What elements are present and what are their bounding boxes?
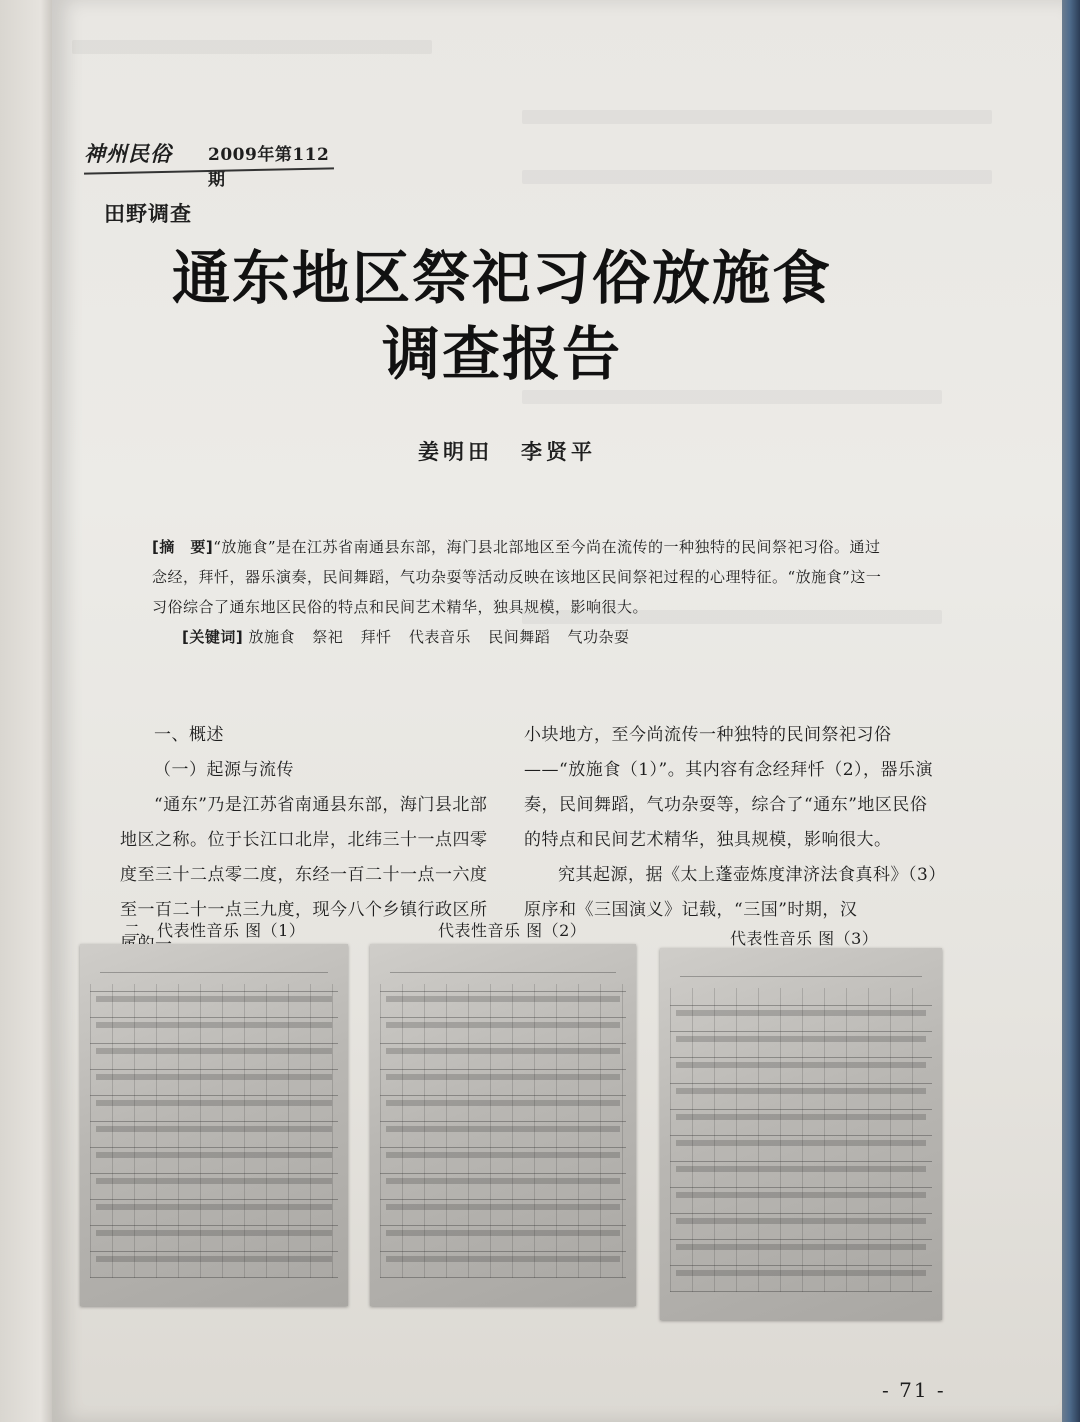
journal-header bbox=[84, 132, 332, 190]
abstract-block bbox=[152, 532, 892, 652]
score-title-area bbox=[100, 956, 328, 973]
body-paragraph: 究其起源，据《太上蓬壶炼度津济法食真科》（3）原序和《三国演义》记载，“三国”时期，汉 bbox=[524, 865, 938, 920]
author-name: 姜明田 bbox=[418, 439, 493, 464]
abstract-text: “放施食”是在江苏省南通县东部，海门县北部地区至今尚在流传的一种独特的民间祭祀习俗。通过念经，拜忏，器乐演奏，民间舞蹈，气功杂耍等活动反映在该地区民间祭祀过程的心理特征。“放施食”这一习俗综合了通东地区民俗的特点和民间艺术精华，独具规模，影响很大。 bbox=[152, 538, 882, 616]
figure-caption-3: 代表性音乐 图（3） bbox=[730, 929, 879, 948]
subsection-heading: （一）起源与流传 bbox=[154, 760, 294, 780]
score-notation bbox=[96, 992, 332, 1270]
body-paragraph: 小块地方，至今尚流传一种独特的民间祭祀习俗——“放施食（1）”。其内容有念经拜忏（2），器乐演奏，民间舞蹈，气功杂耍等，综合了“通东”地区民俗的特点和民间艺术精华，独具规模，影响很大。 bbox=[524, 725, 934, 850]
music-score-image-1 bbox=[80, 944, 348, 1306]
score-notation bbox=[386, 992, 620, 1270]
figure-caption-1: 二、代表性音乐 图（1） bbox=[124, 921, 306, 940]
title-line-2: 调查报告 bbox=[381, 320, 622, 388]
score-notation bbox=[676, 996, 926, 1284]
author-name: 李贤平 bbox=[521, 439, 596, 464]
body-paragraph: “通东”乃是江苏省南通县东部，海门县北部地区之称。位于长江口北岸，北纬三十一点四零度至三十二点零二度，东经一百二十一点一六度至一百二十一点三九度，现今八个乡镇行政区所 bbox=[120, 795, 488, 920]
keyword: 祭祀 bbox=[312, 628, 344, 646]
magazine-name: 神州民俗 bbox=[84, 141, 172, 166]
music-score-image-2 bbox=[370, 944, 636, 1306]
magazine-page bbox=[52, 0, 1062, 1422]
bleed-through bbox=[522, 390, 942, 404]
keyword: 民间舞蹈 bbox=[488, 628, 551, 646]
score-title-area bbox=[680, 960, 922, 977]
keyword: 气功杂耍 bbox=[567, 628, 630, 646]
authors bbox=[418, 436, 596, 466]
abstract-label: [摘 要] bbox=[152, 538, 214, 556]
keywords-label: [关键词] bbox=[182, 628, 244, 646]
section-heading: 一、概述 bbox=[154, 725, 224, 745]
title-line-1: 通东地区祭祀习俗放施食 bbox=[171, 244, 832, 312]
keyword: 放施食 bbox=[248, 628, 296, 646]
bleed-through bbox=[522, 170, 992, 184]
body-column-right bbox=[524, 718, 944, 928]
page-number: - 71 - bbox=[882, 1378, 946, 1402]
keywords-line bbox=[152, 622, 892, 652]
score-title-area bbox=[390, 956, 616, 973]
music-score-image-3 bbox=[660, 948, 942, 1320]
keyword: 代表音乐 bbox=[408, 628, 471, 646]
bleed-through bbox=[522, 110, 992, 124]
article-title bbox=[142, 240, 862, 392]
figure-caption-2: 代表性音乐 图（2） bbox=[438, 921, 587, 940]
section-label: 田野调查 bbox=[104, 202, 192, 226]
keyword: 拜忏 bbox=[360, 628, 392, 646]
bleed-through bbox=[72, 40, 432, 54]
abstract-paragraph bbox=[152, 532, 892, 622]
adjacent-page-edge bbox=[0, 0, 58, 1422]
issue-number: 2009年第112期 bbox=[208, 145, 330, 190]
